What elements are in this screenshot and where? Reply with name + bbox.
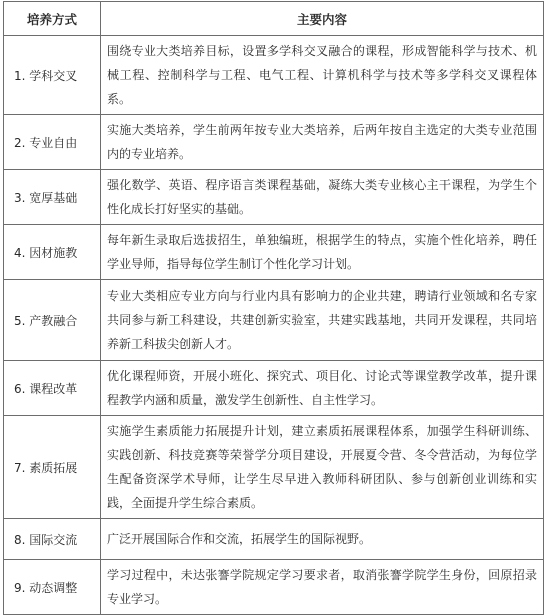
content-cell: 实施学生素质能力拓展提升计划，建立素质拓展课程体系，加强学生科研训练、实践创新、科技竞赛等荣誉学分项目建设，开展夏令营、冬令营活动，为每位学生配备资深学术导师，让学生尽早进入教师科研团队、参与创新创业训练和实践，全面提升学生综合素质。 [101,416,544,519]
content-cell: 广泛开展国际合作和交流，拓展学生的国际视野。 [101,519,544,560]
table-row [4,170,544,225]
header-row [4,2,544,36]
table-row [4,36,544,115]
method-cell: 4. 因材施教 [4,225,101,280]
table-row [4,280,544,361]
training-methods-table [3,1,544,615]
method-cell: 7. 素质拓展 [4,416,101,519]
content-cell: 学习过程中，未达张謇学院规定学习要求者，取消张謇学院学生身份，回原招录专业学习。 [101,560,544,615]
method-cell: 5. 产教融合 [4,280,101,361]
content-cell: 实施大类培养，学生前两年按专业大类培养，后两年按自主选定的大类专业范围内的专业培养。 [101,115,544,170]
content-cell: 强化数学、英语、程序语言类课程基础，凝练大类专业核心主干课程，为学生个性化成长打好坚实的基础。 [101,170,544,225]
method-cell: 2. 专业自由 [4,115,101,170]
table-row [4,225,544,280]
method-cell: 9. 动态调整 [4,560,101,615]
content-cell: 每年新生录取后选拔招生，单独编班，根据学生的特点，实施个性化培养，聘任学业导师，指导每位学生制订个性化学习计划。 [101,225,544,280]
column-header-content: 主要内容 [101,2,544,36]
table-row [4,361,544,416]
content-cell: 优化课程师资，开展小班化、探究式、项目化、讨论式等课堂教学改革，提升课程教学内涵和质量，激发学生创新性、自主性学习。 [101,361,544,416]
table-row [4,519,544,560]
content-cell: 专业大类相应专业方向与行业内具有影响力的企业共建，聘请行业领域和名专家共同参与新工科建设，共建创新实验室，共建实践基地，共同开发课程，共同培养新工科拔尖创新人才。 [101,280,544,361]
content-cell: 围绕专业大类培养目标，设置多学科交叉融合的课程，形成智能科学与技术、机械工程、控制科学与工程、电气工程、计算机科学与技术等多学科交叉课程体系。 [101,36,544,115]
column-header-method: 培养方式 [4,2,101,36]
table-row [4,416,544,519]
method-cell: 8. 国际交流 [4,519,101,560]
method-cell: 1. 学科交叉 [4,36,101,115]
table-row [4,560,544,615]
method-cell: 6. 课程改革 [4,361,101,416]
method-cell: 3. 宽厚基础 [4,170,101,225]
table-row [4,115,544,170]
